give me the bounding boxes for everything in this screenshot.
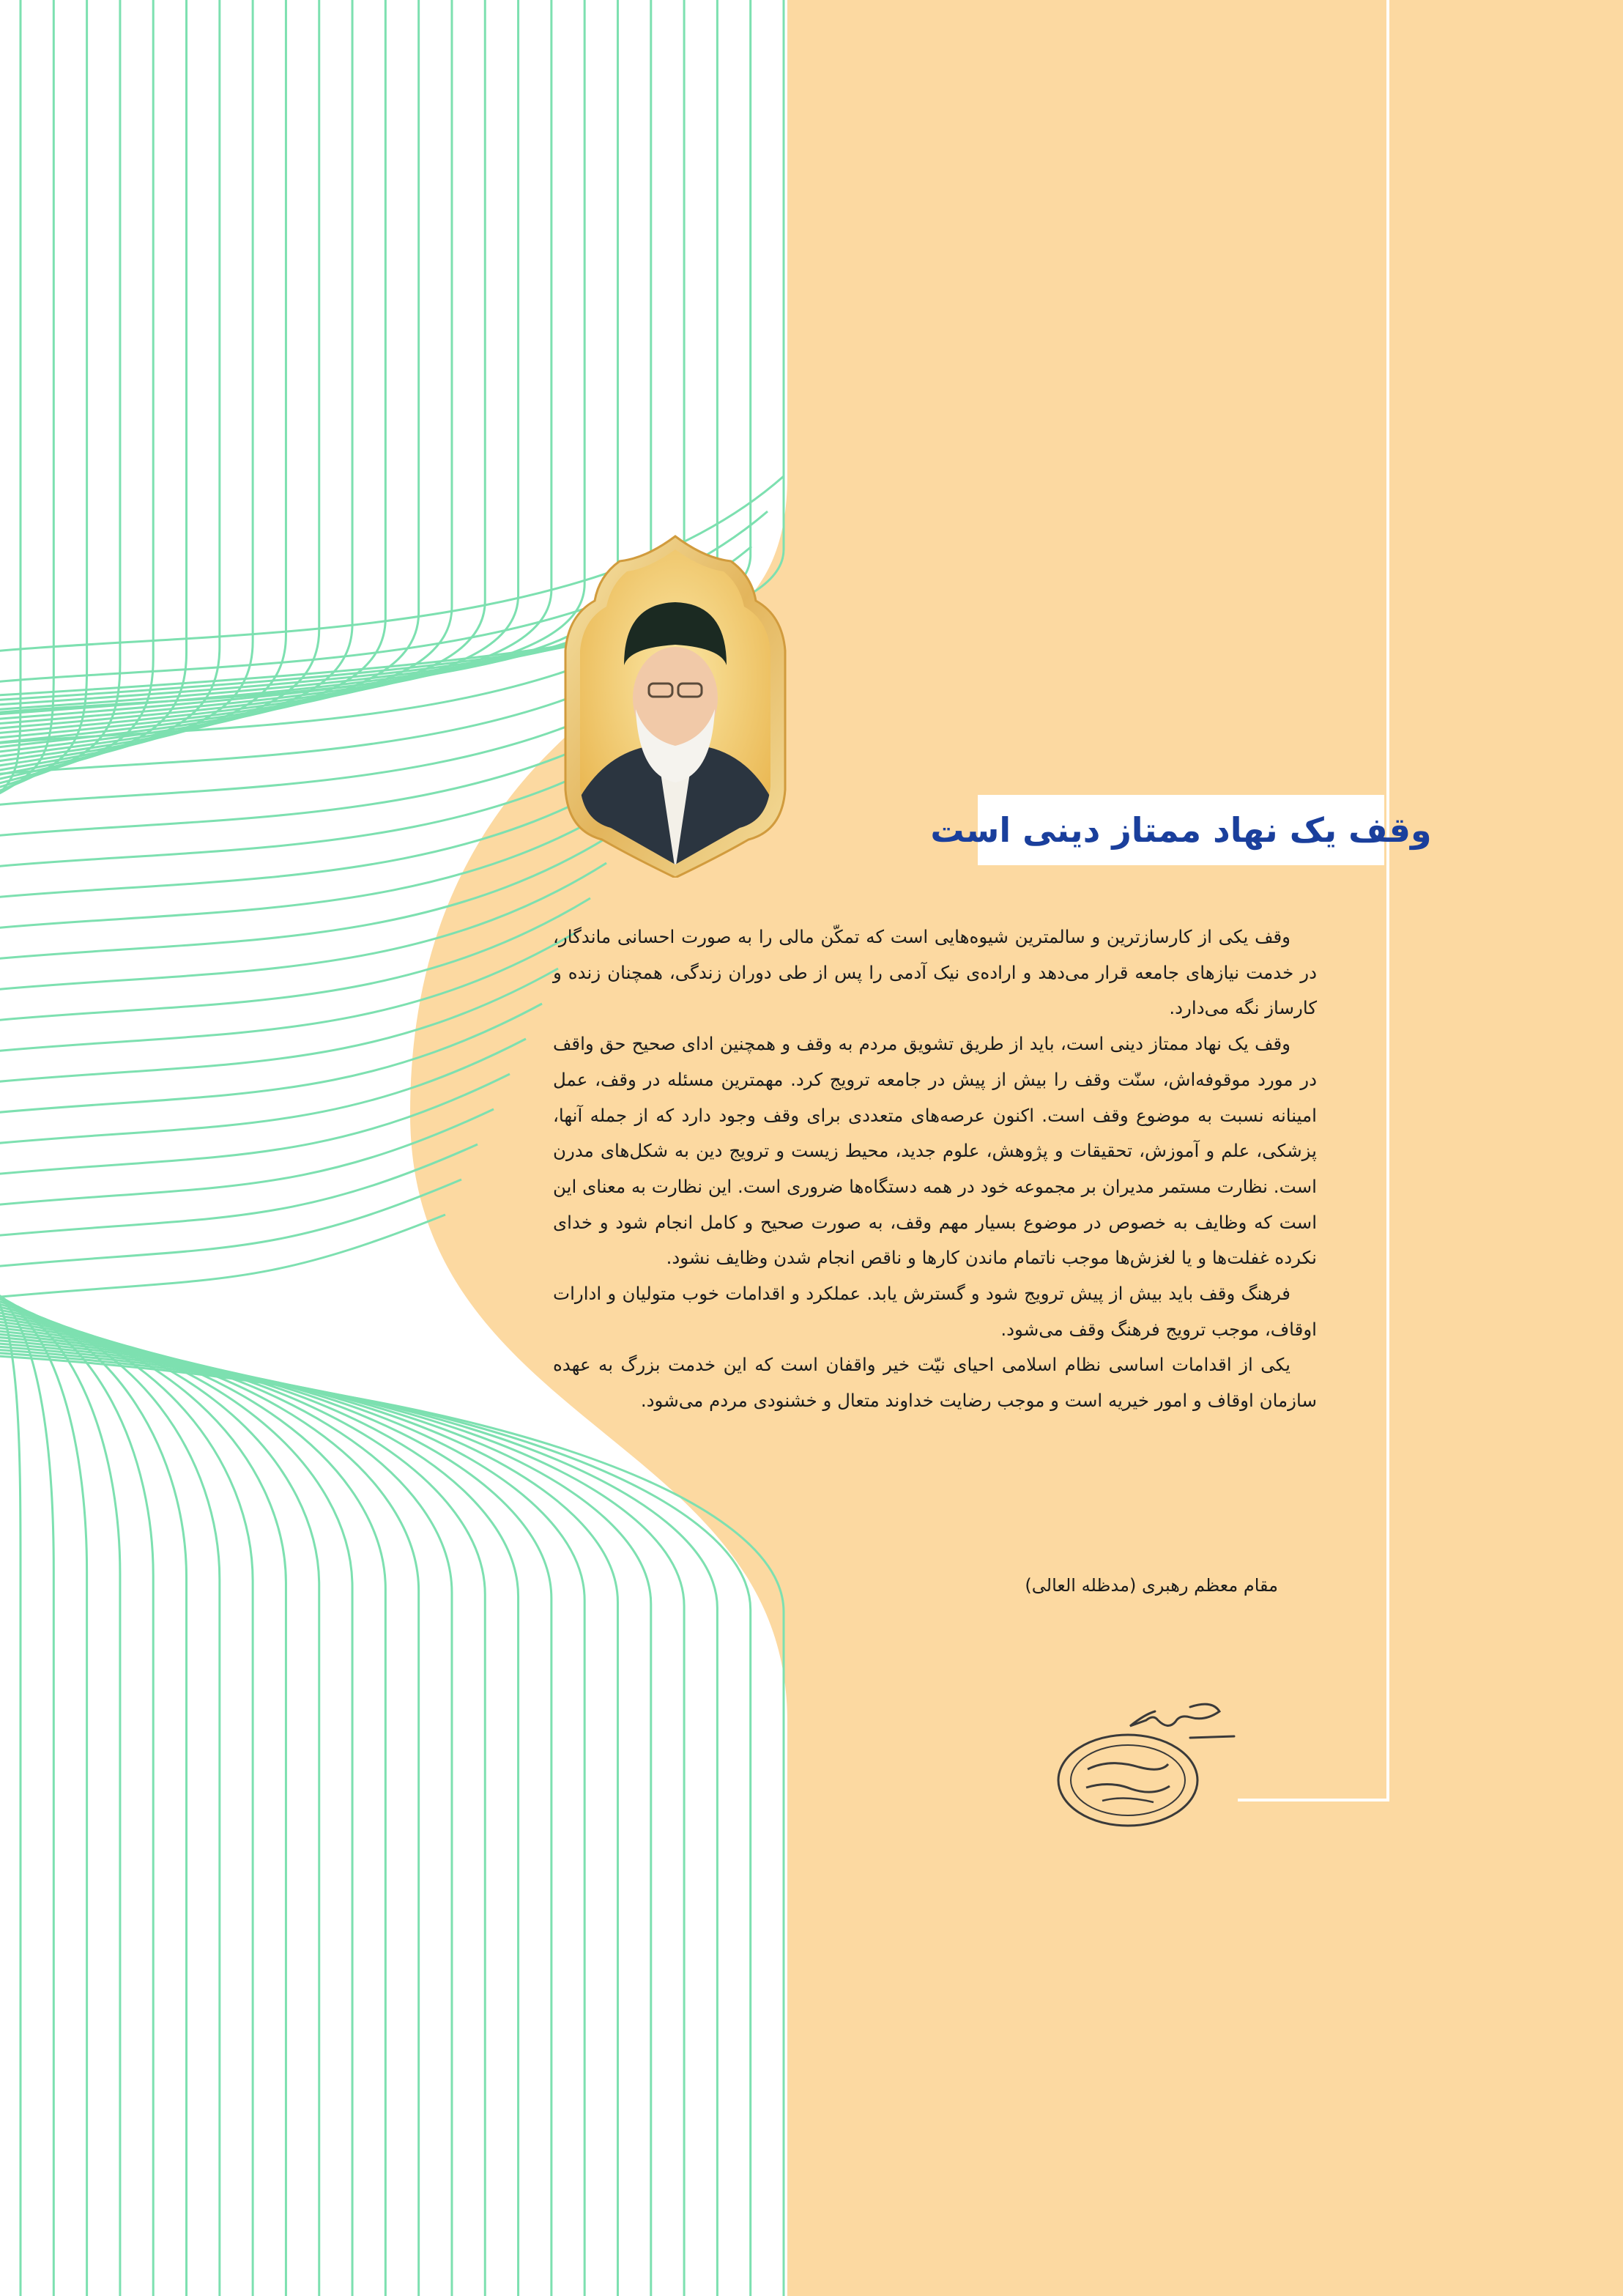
leader-portrait-icon xyxy=(548,533,803,878)
signature-seal-icon xyxy=(1044,1685,1249,1832)
page-title: وقف یک نهاد ممتاز دینی است xyxy=(930,810,1432,850)
paragraph: فرهنگ وقف باید بیش از پیش ترویج شود و گسترش یابد. عملکرد و اقدامات خوب متولیان و ادارات اوقاف، موجب ترویج فرهنگ وقف می‌شود. xyxy=(553,1283,1317,1340)
attribution-text: مقام معظم رهبری (مدظله العالی) xyxy=(1025,1575,1278,1596)
signature-stroke xyxy=(1130,1704,1219,1726)
paragraph: وقف یک نهاد ممتاز دینی است، باید از طریق تشویق مردم به وقف و همچنین ادای صحیح حق واقف در مورد موقوفه‌اش، سنّت وقف را بیش از پیش در جامعه ترویج کرد. مهمترین مسئله در وقف، عمل امینانه نسبت به موضوع وقف است. اکنون عرصه‌های متعددی برای وقف وجود دارد که از جمله آنها، پزشکی، علم و آموزش، تحقیقات و پژوهش، علوم جدید، محیط زیست و ترویج دین به شکل‌های مدرن است. نظارت مستمر مدیران بر مجموعه خود در همه دستگاه‌ها ضروری است. این نظارت به معنای این است که وظایف به خصوص در موضوع بسیار مهم وقف، به صورت صحیح و کامل انجام شود و خدای نکرده غفلت‌ها و یا لغزش‌ها موجب ناتمام ماندن کارها و ناقص انجام شدن وظایف نشود. xyxy=(553,1033,1317,1269)
frame-border-vertical xyxy=(1386,0,1389,1801)
paragraph: وقف یکی از کارسازترین و سالمترین شیوه‌هایی است که تمکّن مالی را به صورت احسانی ماندگار، در خدمت نیازهای جامعه قرار می‌دهد و اراده‌ی نیک آدمی را پس از طی دوران زندگی، همچنان زنده و کارساز نگه می‌دارد. xyxy=(553,926,1317,1019)
seal-outer xyxy=(1058,1735,1197,1826)
body-text xyxy=(553,919,1317,1419)
title-box xyxy=(930,795,1432,865)
paragraph: یکی از اقدامات اساسی نظام اسلامی احیای نیّت خیر واقفان است که این خدمت بزرگ به عهده سازمان اوقاف و امور خیریه است و موجب رضایت خداوند متعال و خشنودی مردم می‌شود. xyxy=(553,1354,1317,1412)
frame-border-horizontal xyxy=(1238,1799,1389,1801)
seal-inner xyxy=(1071,1745,1185,1815)
